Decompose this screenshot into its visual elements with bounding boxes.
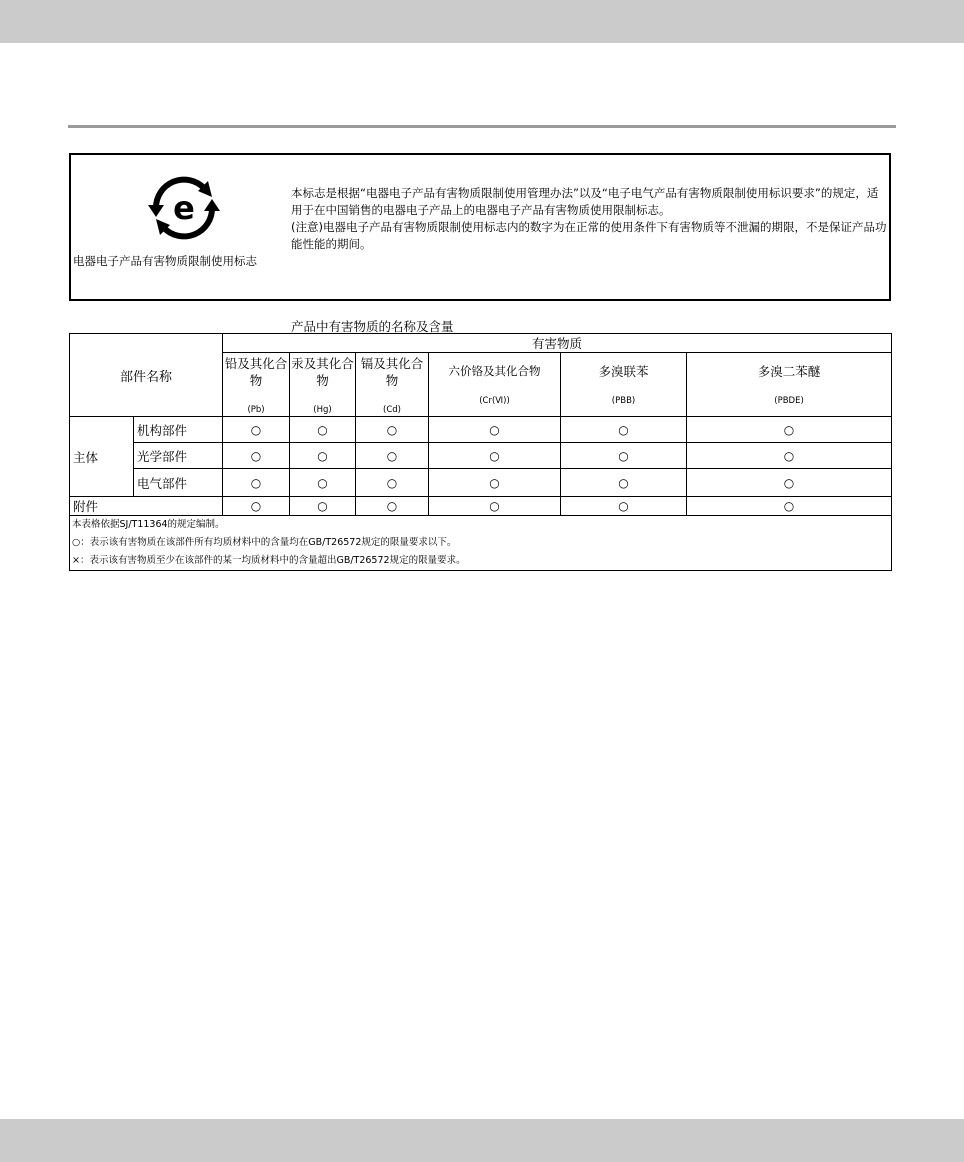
mark-cell: ○ — [290, 417, 356, 443]
mark-cell: ○ — [687, 497, 892, 516]
mark-cell: ○ — [429, 497, 561, 516]
substance-header: 镉及其化合物 (Cd) — [356, 353, 429, 417]
part-name: 机构部件 — [134, 417, 223, 443]
mark-cell: ○ — [429, 469, 561, 497]
mark-cell: ○ — [290, 469, 356, 497]
mark-cell: ○ — [356, 417, 429, 443]
main-body-label: 主体 — [70, 417, 134, 497]
china-rohs-e-icon — [148, 175, 220, 241]
note-line: 本表格依据SJ/T11364的规定编制。 — [72, 519, 225, 530]
table-row — [70, 443, 892, 469]
mark-cell: ○ — [561, 497, 687, 516]
logo-description-line-2: (注意)电器电子产品有害物质限制使用标志内的数字为在正常的使用条件下有害物质等不泄漏的期限，不是保证产品功能性能的期间。 — [291, 220, 887, 251]
substance-header: 多溴联苯 (PBB) — [561, 353, 687, 417]
mark-cell: ○ — [561, 469, 687, 497]
top-band — [0, 0, 964, 43]
mark-cell: ○ — [687, 417, 892, 443]
table-row — [70, 497, 892, 516]
table-row — [70, 469, 892, 497]
mark-cell: ○ — [290, 443, 356, 469]
mark-cell: ○ — [561, 443, 687, 469]
table-notes — [70, 516, 892, 571]
logo-panel — [71, 155, 286, 299]
mark-cell: ○ — [429, 443, 561, 469]
note-line: ×：表示该有害物质至少在该部件的某一均质材料中的含量超出GB/T26572规定的限量要求。 — [72, 555, 466, 566]
substance-header: 六价铬及其化合物 (Cr(Ⅵ)) — [429, 353, 561, 417]
logo-caption: 电器电子产品有害物质限制使用标志 — [73, 254, 257, 268]
part-name: 电气部件 — [134, 469, 223, 497]
substance-header: 铅及其化合物 (Pb) — [223, 353, 290, 417]
part-name: 光学部件 — [134, 443, 223, 469]
mark-cell: ○ — [223, 443, 290, 469]
mark-cell: ○ — [687, 469, 892, 497]
header-part-name: 部件名称 — [70, 334, 223, 417]
logo-description-line-1: 本标志是根据“电器电子产品有害物质限制使用管理办法”以及“电子电气产品有害物质限制使用标识要求”的规定，适用于在中国销售的电器电子产品上的电器电子产品有害物质使用限制标志。 — [291, 186, 879, 217]
header-rule — [68, 125, 896, 128]
substance-header: 多溴二苯醚 (PBDE) — [687, 353, 892, 417]
table-row — [70, 417, 892, 443]
mark-cell: ○ — [223, 497, 290, 516]
mark-cell: ○ — [561, 417, 687, 443]
logo-letter: e — [173, 189, 195, 227]
rohs-logo-box — [69, 153, 891, 301]
mark-cell: ○ — [356, 497, 429, 516]
mark-cell: ○ — [356, 443, 429, 469]
mark-cell: ○ — [223, 469, 290, 497]
header-substances: 有害物质 — [223, 334, 892, 353]
mark-cell: ○ — [687, 443, 892, 469]
note-line: ○：表示该有害物质在该部件所有均质材料中的含量均在GB/T26572规定的限量要求以下。 — [72, 537, 457, 548]
mark-cell: ○ — [290, 497, 356, 516]
mark-cell: ○ — [356, 469, 429, 497]
bottom-band — [0, 1119, 964, 1162]
hazardous-substance-table — [69, 333, 892, 571]
table-title: 产品中有害物质的名称及含量 — [291, 319, 454, 334]
substance-header: 汞及其化合物 (Hg) — [290, 353, 356, 417]
logo-description — [291, 185, 887, 253]
mark-cell: ○ — [429, 417, 561, 443]
attachment-label: 附件 — [70, 497, 223, 516]
mark-cell: ○ — [223, 417, 290, 443]
